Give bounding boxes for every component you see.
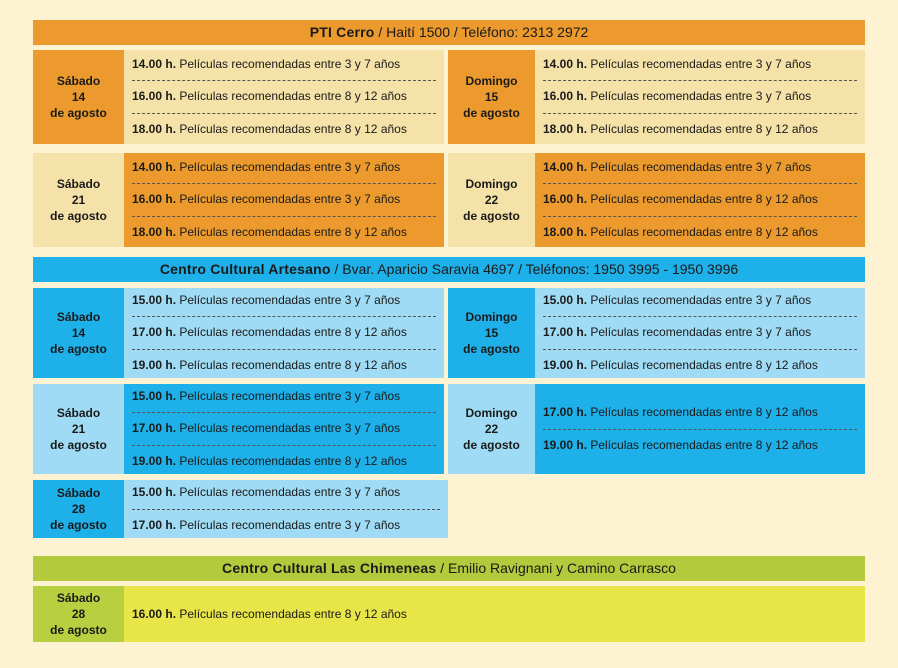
slot-list — [124, 50, 444, 144]
slot-time: 16.00 h. — [132, 89, 177, 104]
day-label — [33, 288, 124, 378]
slot-text: Películas recomendadas entre 8 y 12 años — [176, 357, 407, 372]
venue-name: Centro Cultural Artesano — [159, 261, 331, 277]
slot — [132, 285, 436, 316]
slot — [543, 397, 857, 428]
day-number: 21 — [71, 422, 86, 436]
slot — [543, 113, 857, 145]
venue-artesano — [33, 257, 865, 538]
day-month: de agosto — [463, 106, 520, 120]
slot-list — [535, 384, 865, 474]
slot-time: 14.00 h. — [132, 160, 177, 175]
venue-las-chimeneas — [33, 556, 865, 642]
slot-time: 16.00 h. — [132, 607, 177, 621]
slot — [132, 586, 857, 642]
slot — [132, 113, 436, 145]
slot-text: Películas recomendadas entre 8 y 12 años — [176, 325, 407, 340]
slot-list — [124, 153, 444, 247]
day-name: Domingo — [465, 310, 518, 324]
slot-time: 14.00 h. — [543, 57, 588, 72]
day-number: 15 — [484, 326, 499, 340]
day-number: 22 — [484, 422, 499, 436]
slot-time: 14.00 h. — [132, 57, 177, 72]
slot — [132, 445, 436, 477]
slot-text: Películas recomendadas entre 3 y 7 años — [176, 389, 401, 404]
day-number: 28 — [71, 502, 86, 516]
slot-text: Películas recomendadas entre 8 y 12 años — [587, 121, 818, 136]
slot-time: 17.00 h. — [132, 325, 177, 340]
schedule-row — [33, 480, 865, 538]
slot — [132, 509, 440, 541]
venue-header — [33, 257, 865, 282]
slot-time: 15.00 h. — [543, 293, 588, 308]
slot — [543, 49, 857, 80]
day-name: Sábado — [56, 74, 101, 88]
slot — [132, 49, 436, 80]
venue-name: PTI Cerro — [309, 24, 375, 40]
day-label — [33, 384, 124, 474]
day-month: de agosto — [50, 518, 107, 532]
slot — [543, 316, 857, 348]
slot-list — [124, 384, 444, 474]
schedule-row — [33, 50, 865, 144]
slot — [543, 216, 857, 248]
day-label — [33, 50, 124, 144]
slot — [543, 80, 857, 112]
slot — [132, 477, 440, 508]
slot-list — [535, 153, 865, 247]
schedule-row — [33, 153, 865, 247]
slot-text: Películas recomendadas entre 3 y 7 años — [587, 89, 812, 104]
day-month: de agosto — [50, 106, 107, 120]
slot-text: Películas recomendadas entre 3 y 7 años — [176, 421, 401, 436]
venue-info: / Bvar. Aparicio Saravia 4697 / Teléfonos: 1950 3995 - 1950 3996 — [330, 261, 739, 277]
venue-header — [33, 556, 865, 581]
day-number: 15 — [484, 90, 499, 104]
day-name: Sábado — [56, 591, 101, 605]
slot-time: 17.00 h. — [132, 421, 177, 436]
slot-text: Películas recomendadas entre 3 y 7 años — [176, 293, 401, 308]
day-name: Domingo — [465, 406, 518, 420]
slot-time: 17.00 h. — [543, 325, 588, 340]
slot — [543, 183, 857, 215]
slot-time: 15.00 h. — [132, 293, 177, 308]
day-name: Domingo — [465, 74, 518, 88]
slot — [543, 152, 857, 183]
day-name: Sábado — [56, 310, 101, 324]
day-label — [448, 50, 535, 144]
slot-list — [124, 480, 448, 538]
day-name: Sábado — [56, 406, 101, 420]
slot-time: 19.00 h. — [132, 357, 177, 372]
venue-info: / Emilio Ravignani y Camino Carrasco — [436, 560, 676, 576]
slot — [132, 349, 436, 381]
day-number: 14 — [71, 326, 86, 340]
venue-info: / Haití 1500 / Teléfono: 2313 2972 — [374, 24, 589, 40]
slot-text: Películas recomendadas entre 3 y 7 años — [587, 325, 812, 340]
day-name: Sábado — [56, 177, 101, 191]
day-number: 14 — [71, 90, 86, 104]
slot-text: Películas recomendadas entre 8 y 12 años — [587, 437, 818, 452]
slot-time: 17.00 h. — [543, 405, 588, 420]
day-label — [33, 586, 124, 642]
slot-text: Películas recomendadas entre 8 y 12 años — [587, 192, 818, 207]
slot-list — [535, 288, 865, 378]
day-label — [33, 153, 124, 247]
slot — [543, 349, 857, 381]
slot — [132, 381, 436, 412]
slot-list — [124, 288, 444, 378]
slot — [543, 285, 857, 316]
day-number: 28 — [71, 607, 86, 621]
slot-text: Películas recomendadas entre 8 y 12 años — [587, 405, 818, 420]
slot-time: 19.00 h. — [543, 357, 588, 372]
slot-text: Películas recomendadas entre 3 y 7 años — [176, 517, 401, 532]
day-number: 22 — [484, 193, 499, 207]
slot-list — [535, 50, 865, 144]
venue-name: Centro Cultural Las Chimeneas — [222, 560, 437, 576]
slot-text: Películas recomendadas entre 8 y 12 años — [587, 357, 818, 372]
slot-time: 15.00 h. — [132, 389, 177, 404]
day-month: de agosto — [463, 209, 520, 223]
slot-text: Películas recomendadas entre 8 y 12 años — [176, 121, 407, 136]
day-label — [448, 384, 535, 474]
slot — [132, 216, 436, 248]
slot-text: Películas recomendadas entre 8 y 12 años — [176, 607, 407, 621]
slot-time: 17.00 h. — [132, 517, 177, 532]
slot-text: Películas recomendadas entre 8 y 12 años — [176, 453, 407, 468]
slot-time: 14.00 h. — [543, 160, 588, 175]
slot-time: 18.00 h. — [543, 121, 588, 136]
slot-text: Películas recomendadas entre 3 y 7 años — [587, 160, 812, 175]
slot-text: Películas recomendadas entre 3 y 7 años — [176, 192, 401, 207]
day-month: de agosto — [463, 342, 520, 356]
day-month: de agosto — [50, 209, 107, 223]
day-number: 21 — [71, 193, 86, 207]
slot — [132, 316, 436, 348]
venue-header — [33, 20, 865, 45]
slot — [132, 183, 436, 215]
slot-text: Películas recomendadas entre 8 y 12 años — [587, 224, 818, 239]
schedule-row — [33, 288, 865, 378]
schedule-row — [33, 384, 865, 474]
day-name: Sábado — [56, 486, 101, 500]
slot-text: Películas recomendadas entre 3 y 7 años — [176, 160, 401, 175]
slot — [132, 152, 436, 183]
slot-time: 18.00 h. — [543, 224, 588, 239]
slot-time: 19.00 h. — [543, 437, 588, 452]
slot-time: 15.00 h. — [132, 485, 177, 500]
slot — [132, 80, 436, 112]
slot — [543, 429, 857, 461]
slot-text: Películas recomendadas entre 3 y 7 años — [176, 485, 401, 500]
slot-time: 18.00 h. — [132, 121, 177, 136]
slot-list — [124, 586, 865, 642]
day-label — [448, 153, 535, 247]
day-label — [448, 288, 535, 378]
slot-time: 19.00 h. — [132, 453, 177, 468]
slot-time: 16.00 h. — [543, 89, 588, 104]
day-month: de agosto — [50, 342, 107, 356]
slot-text: Películas recomendadas entre 8 y 12 años — [176, 224, 407, 239]
slot-time: 18.00 h. — [132, 224, 177, 239]
day-month: de agosto — [463, 438, 520, 452]
schedule-row — [33, 586, 865, 642]
slot-text: Películas recomendadas entre 3 y 7 años — [587, 293, 812, 308]
slot-text: Películas recomendadas entre 3 y 7 años — [176, 57, 401, 72]
slot — [132, 412, 436, 444]
venue-pti-cerro — [33, 20, 865, 247]
day-month: de agosto — [50, 623, 107, 637]
slot-text: Películas recomendadas entre 3 y 7 años — [587, 57, 812, 72]
day-label — [33, 480, 124, 538]
slot-time: 16.00 h. — [543, 192, 588, 207]
day-name: Domingo — [465, 177, 518, 191]
slot-time: 16.00 h. — [132, 192, 177, 207]
day-month: de agosto — [50, 438, 107, 452]
slot-text: Películas recomendadas entre 8 y 12 años — [176, 89, 407, 104]
